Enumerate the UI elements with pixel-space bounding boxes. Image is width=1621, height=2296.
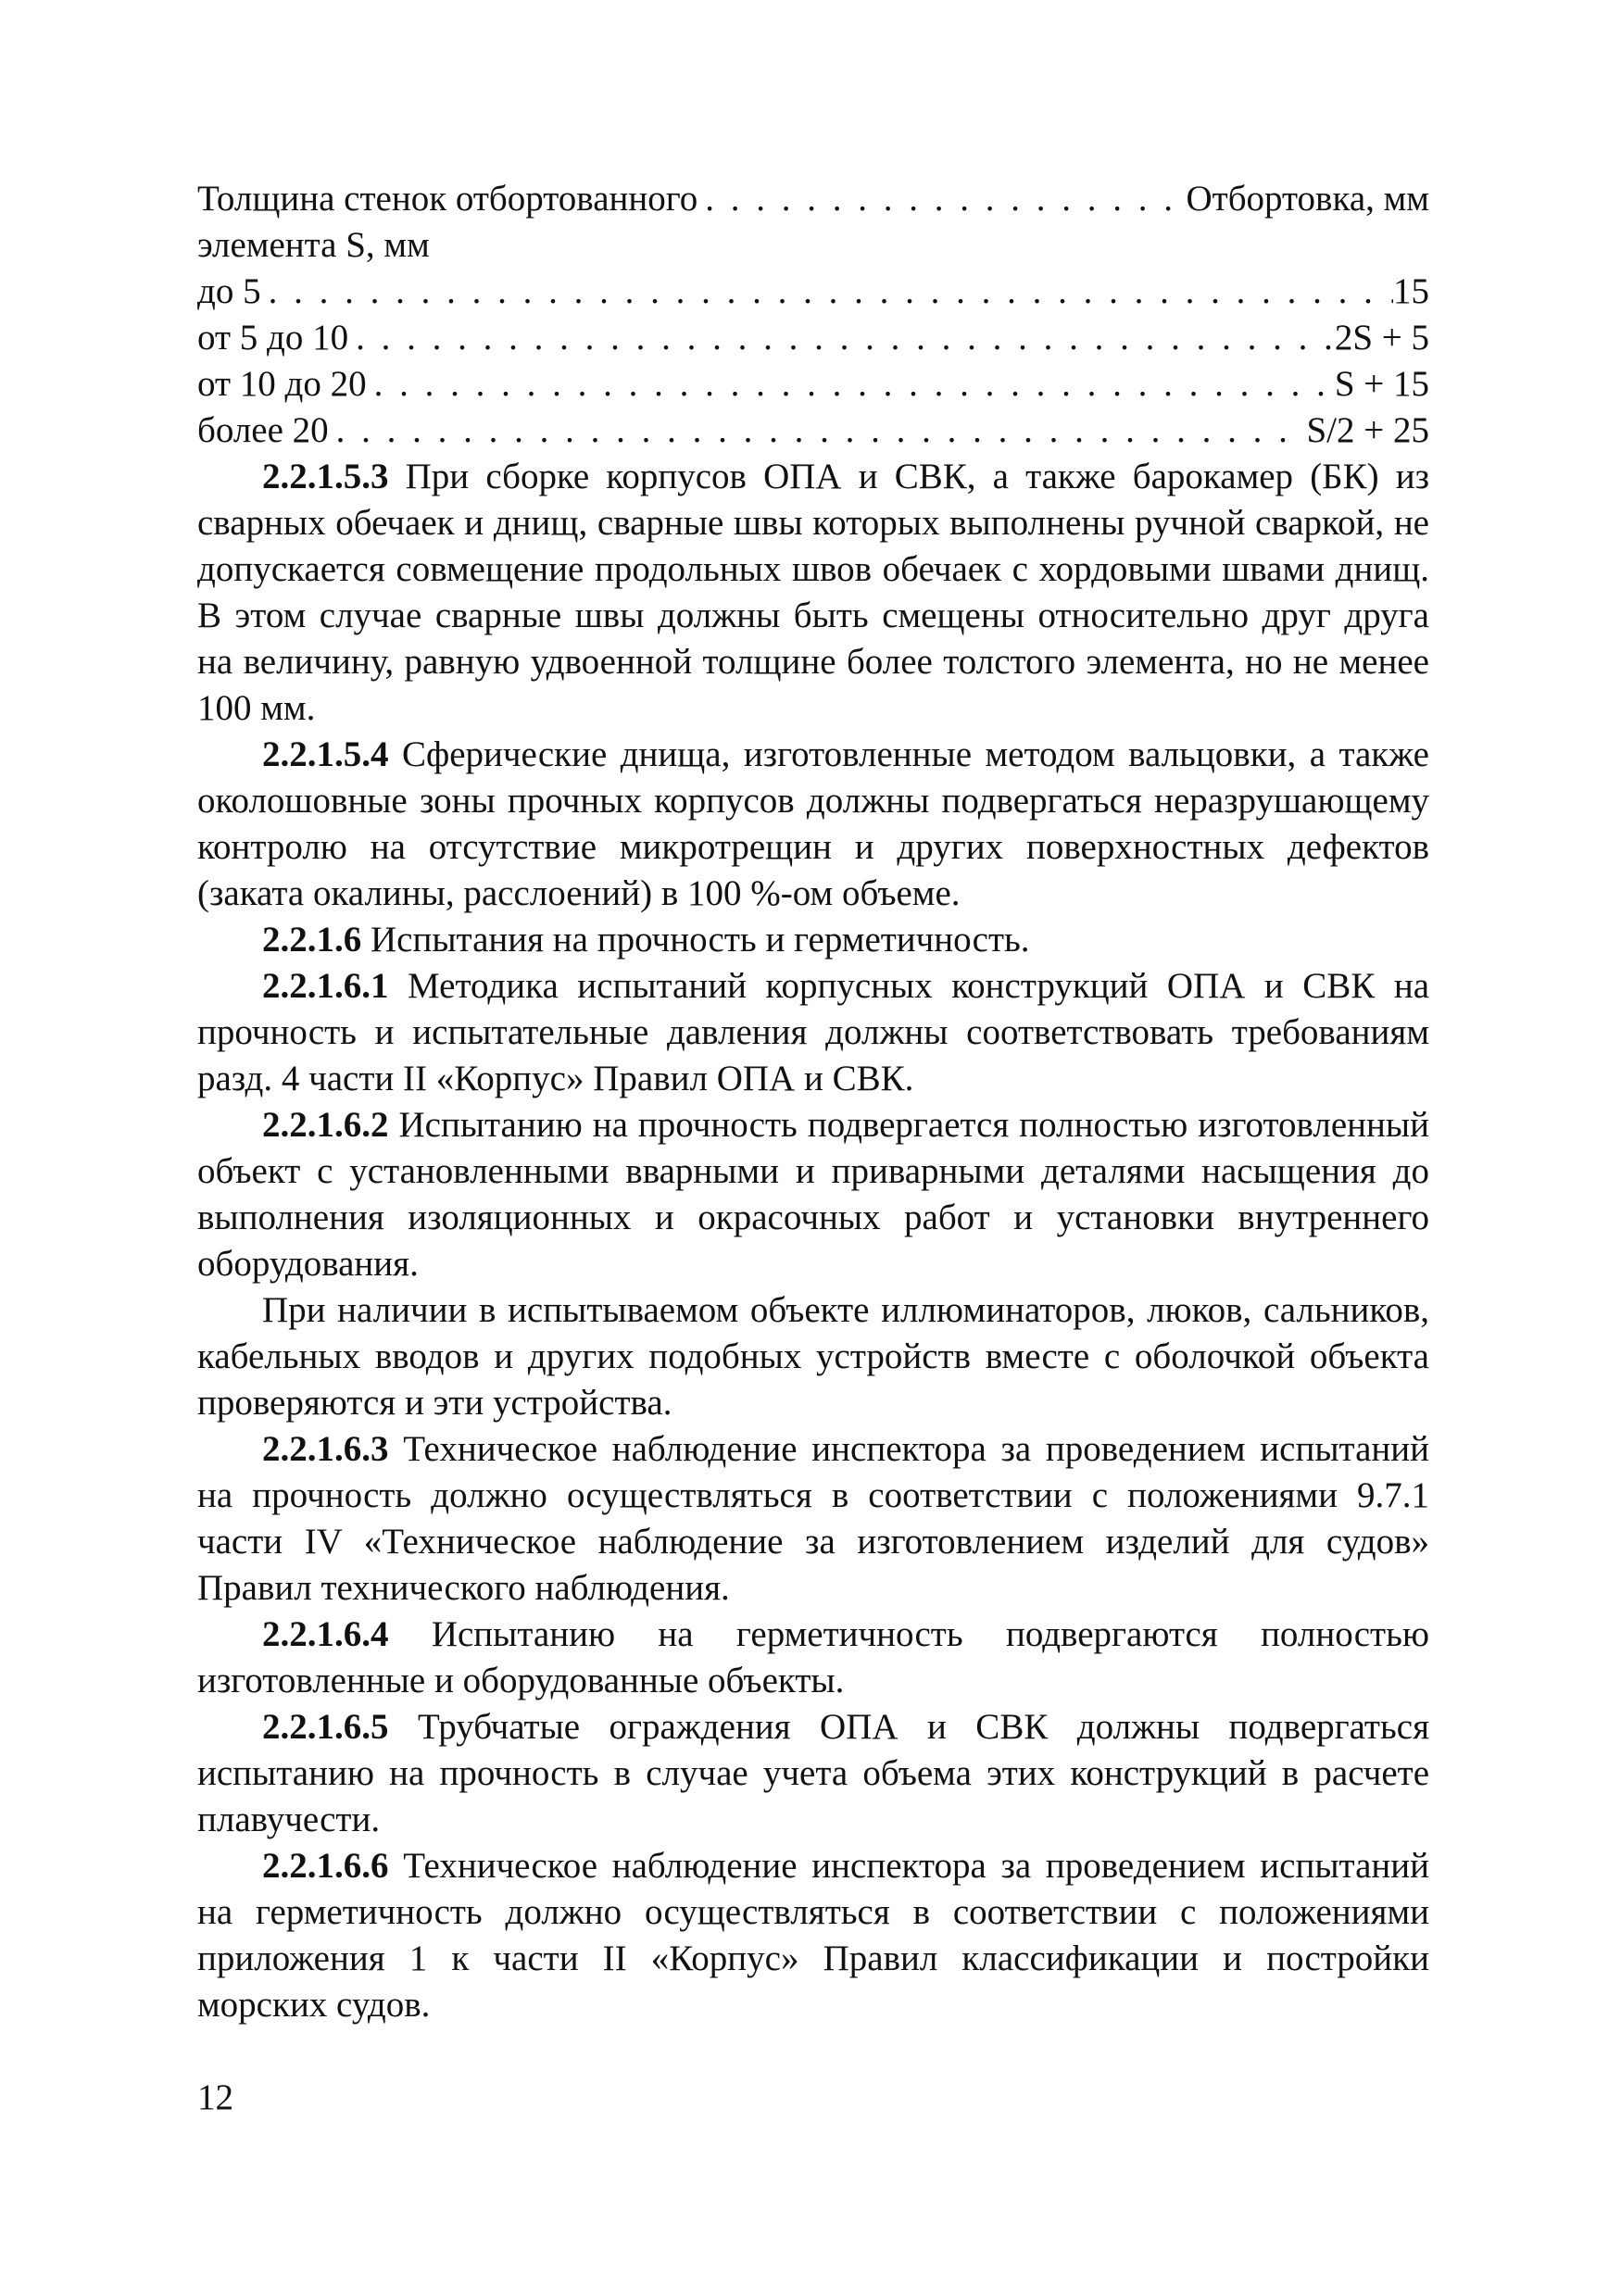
paragraph-text: При наличии в испытываемом объекте иллюминаторов, люков, сальников, кабельных вводов и других подобных устройств вместе с оболочкой объекта проверяются и эти устройства.	[197, 1290, 1429, 1423]
paragraph-2-2-1-5-4	[197, 732, 1429, 917]
clause-number: 2.2.1.5.3	[262, 457, 389, 496]
table-row	[197, 269, 1429, 315]
paragraph-text: Испытанию на герметичность подвергаются полностью изготовленные и оборудованные объекты.	[197, 1614, 1429, 1700]
leader-dots	[348, 315, 1335, 361]
paragraph-2-2-1-6-3	[197, 1426, 1429, 1612]
clause-number: 2.2.1.6.6	[262, 1846, 389, 1886]
leader-dots	[697, 176, 1186, 222]
paragraph-text: Техническое наблюдение инспектора за проведением испытаний на герметичность должно осуществляться в соответствии с положениями приложения 1 к части II «Корпус» Правил классификации и постройки морских судов.	[197, 1846, 1429, 2025]
clause-number: 2.2.1.6.1	[262, 966, 389, 1006]
paragraph-2-2-1-6	[197, 917, 1429, 963]
table-header-continuation: элемента S, мм	[197, 225, 430, 265]
table-row-value: 15	[1393, 271, 1429, 311]
table-row-label: до 5	[197, 271, 261, 311]
paragraph-2-2-1-6-5	[197, 1704, 1429, 1843]
table-header-right: Отбортовка, мм	[1186, 179, 1429, 219]
table-row-value: S + 15	[1334, 364, 1429, 404]
paragraph-text: Техническое наблюдение инспектора за проведением испытаний на прочность должно осуществляться в соответствии с положениями 9.7.1 части IV «Техническое наблюдение за изготовлением изделий для судов» Правил технического наблюдения.	[197, 1429, 1429, 1608]
paragraph-2-2-1-6-4	[197, 1612, 1429, 1704]
paragraph-text: Трубчатые ограждения ОПА и СВК должны подвергаться испытанию на прочность в случае учета объема этих конструкций в расчете плавучести.	[197, 1707, 1430, 1839]
clause-number: 2.2.1.6.2	[262, 1105, 389, 1145]
clause-number: 2.2.1.5.4	[262, 734, 389, 774]
paragraph-2-2-1-6-1	[197, 963, 1429, 1102]
table-row	[197, 361, 1429, 408]
paragraph-text: При сборке корпусов ОПА и СВК, а также барокамер (БК) из сварных обечаек и днищ, сварные швы которых выполнены ручной сваркой, не допускается совмещение продольных швов обечаек с хордовыми швами днищ. В этом случае сварные швы должны быть смещены относительно друг друга на величину, равную удвоенной толщине более толстого элемента, но не менее 100 мм.	[197, 457, 1429, 728]
clause-number: 2.2.1.6.3	[262, 1429, 389, 1469]
leader-dots	[367, 361, 1335, 408]
table-row-value: S/2 + 25	[1306, 410, 1429, 450]
table-row	[197, 315, 1429, 361]
paragraph-2-2-1-5-3	[197, 454, 1429, 732]
clause-number: 2.2.1.6.4	[262, 1614, 389, 1654]
paragraph-text: Методика испытаний корпусных конструкций ОПА и СВК на прочность и испытательные давления должны соответствовать требованиям разд. 4 части II «Корпус» Правил ОПА и СВК.	[197, 966, 1430, 1098]
leader-dots	[329, 408, 1307, 454]
paragraph-text: Сферические днища, изготовленные методом вальцовки, а также околошовные зоны прочных корпусов должны подвергаться неразрушающему контролю на отсутствие микротрещин и других поверхностных дефектов (заката окалины, расслоений) в 100 %-ом объеме.	[197, 734, 1429, 913]
paragraph-text: Испытанию на прочность подвергается полностью изготовленный объект с установленными вварными и приварными деталями насыщения до выполнения изоляционных и окрасочных работ и установки внутреннего оборудования.	[197, 1105, 1430, 1284]
table-row	[197, 408, 1429, 454]
paragraph-2-2-1-6-2	[197, 1102, 1429, 1287]
table-header-row	[197, 176, 1429, 222]
table-header-left: Толщина стенок отбортованного	[197, 179, 698, 219]
page-content	[197, 176, 1429, 2028]
clause-number: 2.2.1.6.5	[262, 1707, 389, 1747]
paragraph-text: Испытания на прочность и герметичность.	[371, 920, 1030, 960]
table-row-label: более 20	[197, 410, 329, 450]
paragraph-continuation	[197, 1287, 1429, 1426]
leader-dots	[261, 269, 1393, 315]
page-number: 12	[197, 2077, 233, 2117]
table-row-label: от 10 до 20	[197, 364, 367, 404]
table-row-label: от 5 до 10	[197, 318, 349, 358]
paragraph-2-2-1-6-6	[197, 1843, 1429, 2028]
table-row-value: 2S + 5	[1334, 318, 1429, 358]
clause-number: 2.2.1.6	[262, 920, 362, 960]
